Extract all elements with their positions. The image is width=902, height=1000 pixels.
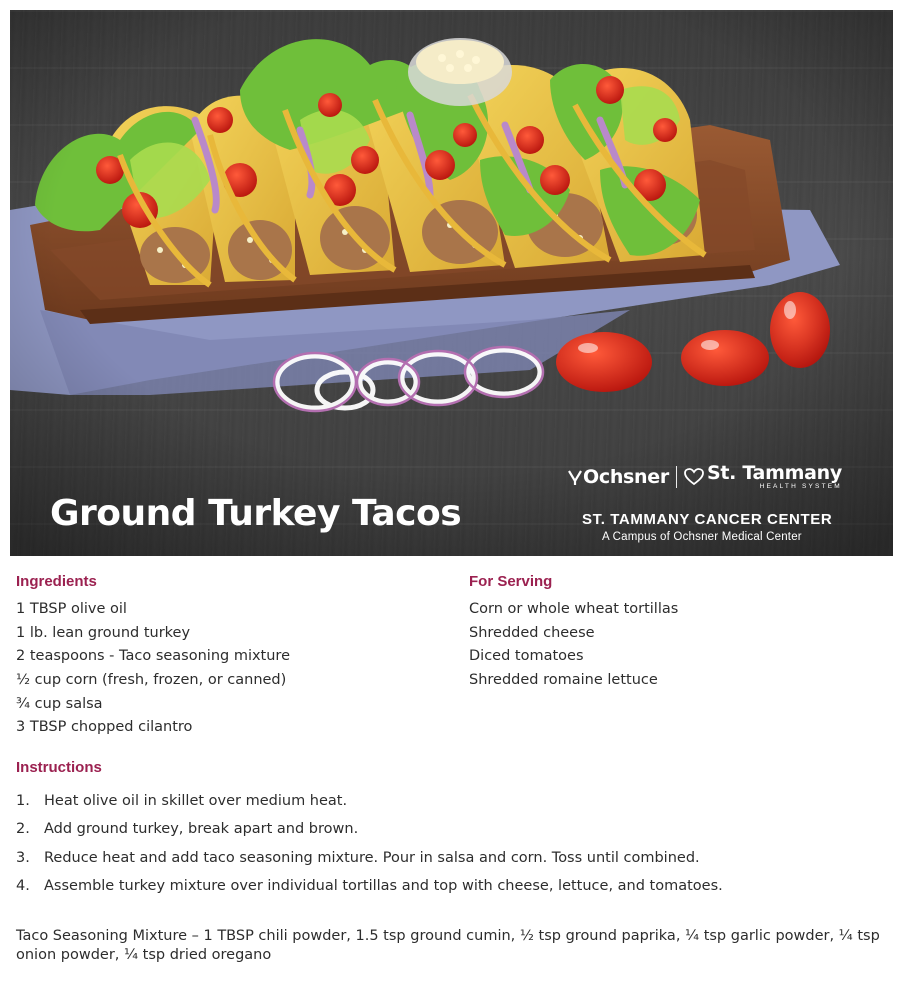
ingredient-item: 1 lb. lean ground turkey xyxy=(16,624,191,641)
brand-logos xyxy=(568,460,868,494)
step-number: 2. xyxy=(16,821,30,838)
serving-item: Shredded cheese xyxy=(469,624,595,641)
ingredient-item: 3 TBSP chopped cilantro xyxy=(16,719,193,736)
ingredient-item: 2 teaspoons - Taco seasoning mixture xyxy=(16,648,290,665)
st-tammany-text: St. Tammany xyxy=(706,461,842,484)
recipe-title: Ground Turkey Tacos xyxy=(50,493,462,534)
serving-list xyxy=(469,598,678,693)
serving-item: Corn or whole wheat tortillas xyxy=(469,601,679,617)
step-number: 3. xyxy=(16,849,30,866)
instructions-heading: Instructions xyxy=(16,759,102,776)
ochsner-logo-icon xyxy=(568,468,582,486)
serving-heading: For Serving xyxy=(469,573,553,590)
cancer-center-name: ST. TAMMANY CANCER CENTER xyxy=(582,511,833,528)
ingredient-item: 1 TBSP olive oil xyxy=(16,601,127,617)
ingredients-list xyxy=(16,598,290,740)
seasoning-note: Taco Seasoning Mixture – 1 TBSP chili powder, 1.5 tsp ground cumin, ½ tsp ground paprika, ¼ tsp garlic powder, ¼ tsp onion powder, ¼ tsp dried oregano xyxy=(16,928,880,963)
campus-subtitle: A Campus of Ochsner Medical Center xyxy=(602,531,802,543)
serving-item: Shredded romaine lettuce xyxy=(469,672,658,689)
instruction-step xyxy=(16,818,723,846)
instruction-step xyxy=(16,847,723,875)
instruction-step xyxy=(16,875,723,903)
instruction-step xyxy=(16,790,723,818)
serving-item: Diced tomatoes xyxy=(469,648,584,665)
heart-icon xyxy=(684,468,704,486)
ingredients-heading: Ingredients xyxy=(16,573,97,590)
hero-banner xyxy=(10,10,893,556)
brand-block xyxy=(568,460,868,543)
step-text: Add ground turkey, break apart and brown. xyxy=(44,821,359,838)
ingredient-item: ½ cup corn (fresh, frozen, or canned) xyxy=(16,672,287,689)
health-system-text: HEALTH SYSTEM xyxy=(759,482,842,490)
step-text: Reduce heat and add taco seasoning mixture. Pour in salsa and corn. Toss until combined. xyxy=(44,849,700,866)
step-text: Assemble turkey mixture over individual tortillas and top with cheese, lettuce, and tomatoes. xyxy=(44,878,723,895)
brand-divider xyxy=(676,466,677,488)
st-tammany-wordmark xyxy=(706,461,842,491)
ingredient-item: ¾ cup salsa xyxy=(16,695,103,712)
ochsner-wordmark: Ochsner xyxy=(583,466,669,488)
step-text: Heat olive oil in skillet over medium heat. xyxy=(44,793,348,809)
step-number: 1. xyxy=(16,793,30,809)
step-number: 4. xyxy=(16,878,30,895)
instructions-list xyxy=(16,790,723,904)
